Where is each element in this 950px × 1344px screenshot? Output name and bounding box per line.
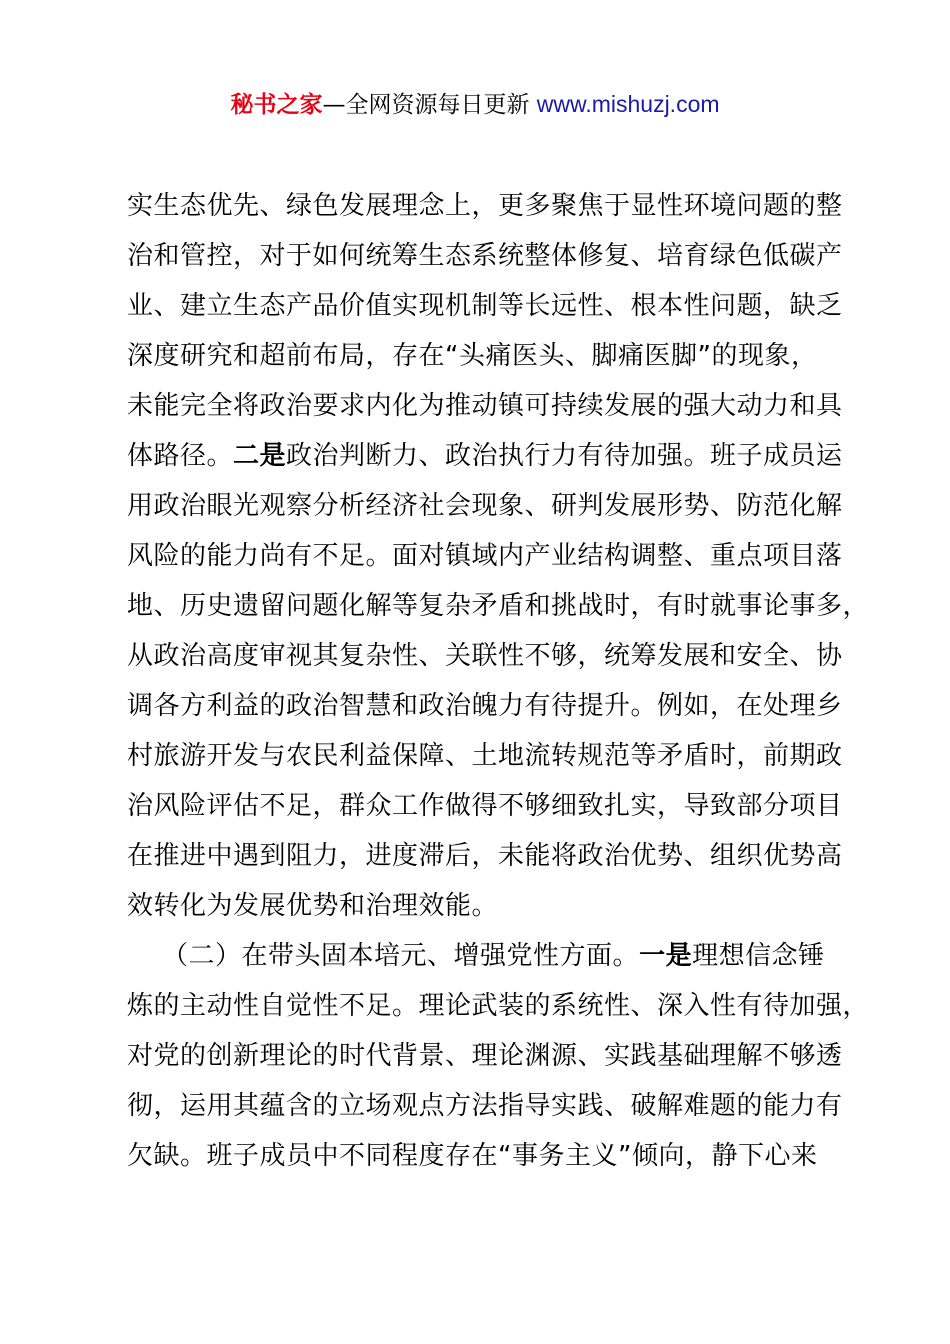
text-segment: 用政治眼光观察分析经济社会现象、研判发展形势、防范化解 <box>127 491 843 521</box>
text-segment: 调各方利益的政治智慧和政治魄力有待提升。例如，在处理乡 <box>127 691 843 721</box>
text-segment: 炼的主动性自觉性不足。理论武装的系统性、深入性有待加强， <box>127 991 870 1021</box>
text-segment: 业、建立生态产品价值实现机制等长远性、根本性问题，缺乏 <box>127 291 843 321</box>
text-segment: 治和管控，对于如何统筹生态系统整体修复、培育绿色低碳产 <box>127 241 843 271</box>
site-brand: 秘书之家 <box>230 92 323 118</box>
text-line <box>127 183 843 233</box>
text-line <box>127 683 843 733</box>
page-header <box>0 88 950 121</box>
text-line <box>127 233 843 283</box>
bold-marker: 一是 <box>639 941 693 971</box>
text-line <box>127 1133 837 1183</box>
text-line <box>127 883 837 933</box>
text-segment: 深度研究和超前布局，存在“头痛医头、脚痛医脚”的现象， <box>127 341 818 371</box>
text-segment: 欠缺。班子成员中不同程度存在“事务主义”倾向，静下心来 <box>127 1141 818 1171</box>
text-line <box>127 933 837 983</box>
text-line <box>127 583 870 633</box>
text-line <box>127 283 843 333</box>
text-segment: 从政治高度审视其复杂性、关联性不够，统筹发展和安全、协 <box>127 641 843 671</box>
text-segment: 体路径。 <box>127 441 234 471</box>
text-segment: 风险的能力尚有不足。面对镇域内产业结构调整、重点项目落 <box>127 541 843 571</box>
text-segment: 对党的创新理论的时代背景、理论渊源、实践基础理解不够透 <box>127 1041 843 1071</box>
text-segment: 未能完全将政治要求内化为推动镇可持续发展的强大动力和具 <box>127 391 843 421</box>
text-segment: 地、历史遗留问题化解等复杂矛盾和挑战时，有时就事论事多， <box>127 591 870 621</box>
text-segment: （二）在带头固本培元、增强党性方面。 <box>127 941 640 971</box>
text-segment: 理想信念锤 <box>692 941 825 971</box>
text-line <box>127 983 870 1033</box>
text-line <box>127 833 843 883</box>
text-line <box>127 1083 843 1133</box>
text-line <box>127 383 843 433</box>
site-url[interactable]: www.mishuzj.com <box>536 91 720 117</box>
text-segment: 村旅游开发与农民利益保障、土地流转规范等矛盾时，前期政 <box>127 741 843 771</box>
site-tagline: —全网资源每日更新 <box>322 92 537 118</box>
text-line <box>127 783 843 833</box>
text-line <box>127 533 843 583</box>
text-segment: 治风险评估不足，群众工作做得不够细致扎实，导致部分项目 <box>127 791 843 821</box>
document-body <box>127 183 870 1183</box>
text-segment: 在推进中遇到阻力，进度滞后，未能将政治优势、组织优势高 <box>127 841 843 871</box>
text-segment: 政治判断力、政治执行力有待加强。班子成员运 <box>286 441 843 471</box>
text-segment: 彻，运用其蕴含的立场观点方法指导实践、破解难题的能力有 <box>127 1091 843 1121</box>
text-line <box>127 1033 843 1083</box>
text-line <box>127 433 843 483</box>
text-line <box>127 633 843 683</box>
text-segment: 效转化为发展优势和治理效能。 <box>127 891 499 921</box>
text-line <box>127 733 843 783</box>
bold-marker: 二是 <box>233 441 287 471</box>
text-line <box>127 483 843 533</box>
text-segment: 实生态优先、绿色发展理念上，更多聚焦于显性环境问题的整 <box>127 191 843 221</box>
text-line <box>127 333 837 383</box>
